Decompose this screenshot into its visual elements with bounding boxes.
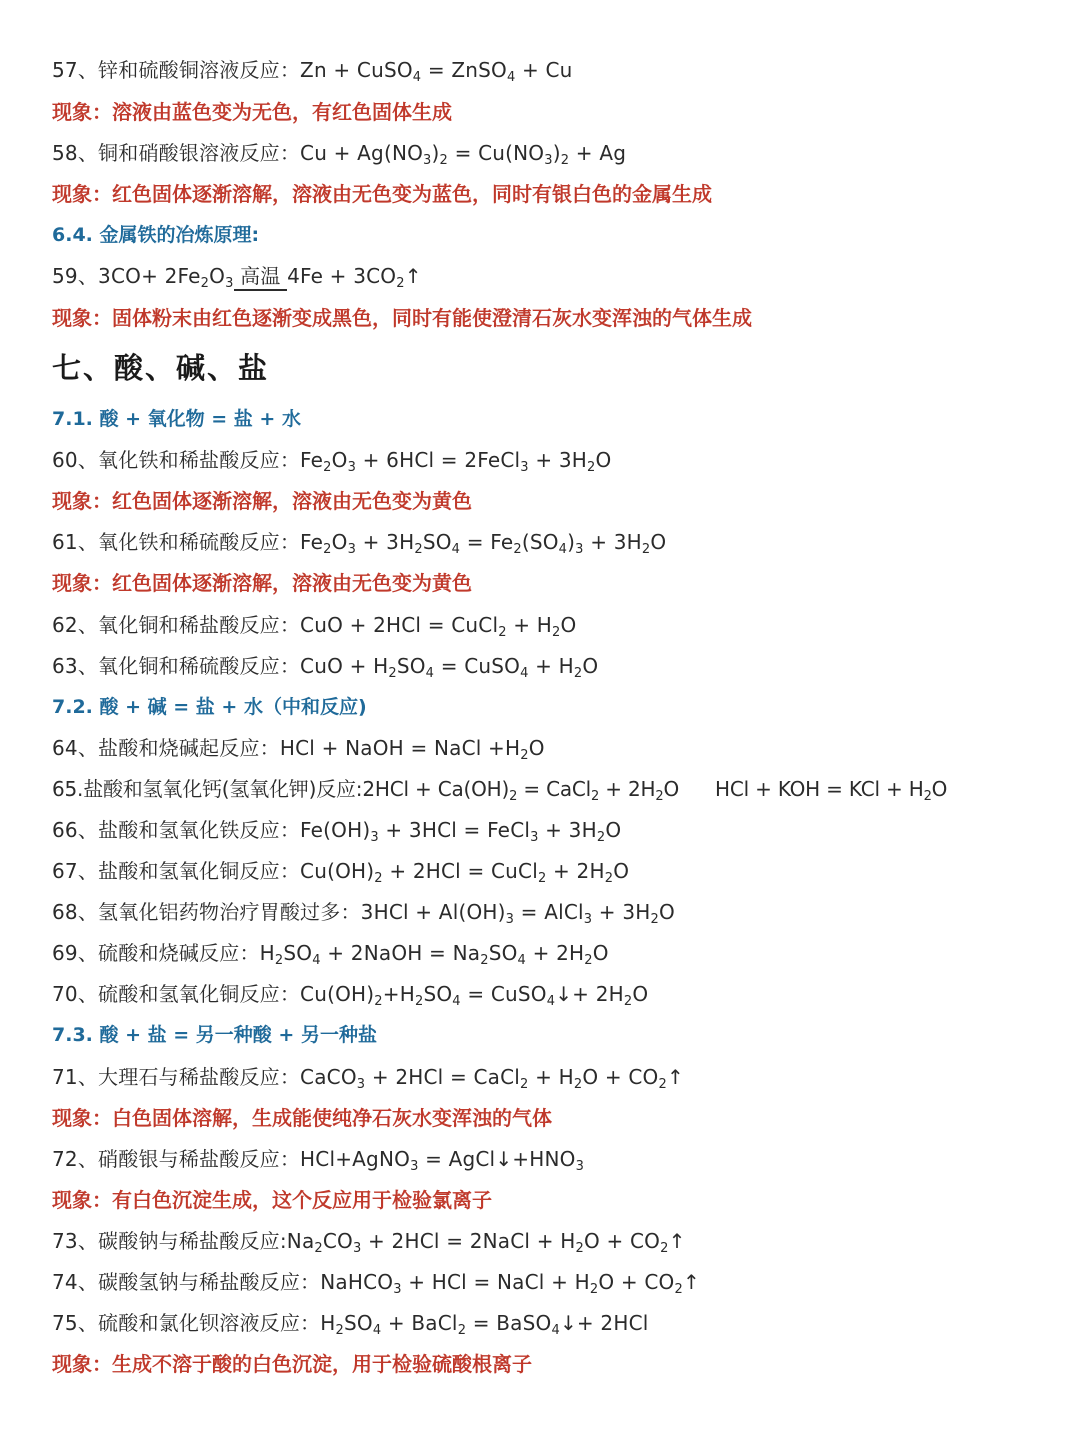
equation-line — [52, 260, 422, 292]
subsection-heading: 7.1. 酸 + 氧化物 = 盐 + 水 — [52, 408, 301, 430]
phenomenon-line: 现象：红色固体逐渐溶解，溶液由无色变为黄色 — [52, 571, 472, 595]
phenomenon-line: 现象：有白色沉淀生成，这个反应用于检验氯离子 — [52, 1188, 492, 1212]
equation-line: 64、盐酸和烧碱起反应：HCl + NaOH = NaCl $+H_2O$ — [52, 736, 545, 763]
equation-line: 61、氧化铁和稀硫酸反应：$Fe_2O_3 + 3H_2SO_4 = Fe_2(SO_4)_3 + 3H_2O$ — [52, 530, 667, 557]
equation-line: 67、盐酸和氢氧化铜反应：$Cu(OH)_2 + 2HCl$ = CuCl$_2$ + $2H_2O$ — [52, 859, 630, 886]
equation-line: 69、硫酸和烧碱反应：$H_2SO_4$ + 2NaOH = $Na_2SO_4 + 2H_2O$ — [52, 941, 609, 968]
phenomenon-line: 现象：白色固体溶解，生成能使纯净石灰水变浑浊的气体 — [52, 1106, 552, 1130]
subsection-heading: 7.3. 酸 + 盐 = 另一种酸 + 另一种盐 — [52, 1024, 377, 1046]
equation-line: 75、硫酸和氯化钡溶液反应：$H_2SO_4$ + BaCl$_2$ = BaSO$_4$↓+ 2HCl — [52, 1311, 649, 1338]
equation-line: 74、碳酸氢钠与稀盐酸反应：NaHCO$_3$ + HCl = NaCl + $H_2O$ + $CO_2↑$ — [52, 1270, 700, 1297]
equation-products: $4Fe + 3CO_2↑$ — [287, 264, 422, 291]
equation-line: 70、硫酸和氢氧化铜反应：$Cu(OH)_2+H_2SO_4$ = CuSO$_4$↓+ $2H_2O$ — [52, 982, 649, 1009]
equation-part-a: 65.盐酸和氢氧化钙(氢氧化钾)反应:2HCl + $Ca(OH)_2$ = CaCl$_2$ + $2H_2O$ — [52, 777, 679, 804]
phenomenon-line: 现象：固体粉末由红色逐渐变成黑色，同时有能使澄清石灰水变浑浊的气体生成 — [52, 306, 752, 330]
equation-line: 58、铜和硝酸银溶液反应：$Cu + Ag(NO_3)_2 = Cu(NO_3)_2 + Ag$ — [52, 141, 627, 168]
section-heading: 七、酸、碱、盐 — [52, 351, 270, 385]
equation-line: 60、氧化铁和稀盐酸反应：$Fe_2O_3 + 6HCl$ = 2FeCl$_3$ + $3H_2O$ — [52, 448, 612, 475]
equation-line — [52, 773, 947, 805]
phenomenon-line: 现象：生成不溶于酸的白色沉淀，用于检验硫酸根离子 — [52, 1352, 532, 1376]
equation-part-b: HCl + KOH = KCl + $H_2O$ — [714, 777, 948, 804]
equation-reactants: 59、$3CO+ 2Fe_2O_3$ — [52, 264, 234, 291]
subsection-heading: 6.4. 金属铁的冶炼原理: — [52, 224, 260, 246]
reaction-condition: 高温 — [234, 264, 288, 291]
phenomenon-line: 现象：红色固体逐渐溶解，溶液由无色变为蓝色，同时有银白色的金属生成 — [52, 182, 712, 206]
subsection-heading: 7.2. 酸 + 碱 = 盐 + 水（中和反应) — [52, 696, 367, 718]
phenomenon-line: 现象：红色固体逐渐溶解，溶液由无色变为黄色 — [52, 489, 472, 513]
equation-line: 71、大理石与稀盐酸反应：CaCO$_3$ + 2HCl = CaCl$_2$ + $H_2O$ + $CO_2↑$ — [52, 1065, 684, 1092]
equation-line: 66、盐酸和氢氧化铁反应：$Fe(OH)_3 + 3HCl$ = FeCl$_3$ + $3H_2O$ — [52, 818, 622, 845]
equation-line: 63、氧化铜和稀硫酸反应：CuO + $H_2SO_4$ = CuSO$_4$ + $H_2O$ — [52, 654, 599, 681]
equation-line: 73、碳酸钠与稀盐酸反应$:Na_2CO_3 + 2HCl$ = 2NaCl + $H_2O$ + $CO_2↑$ — [52, 1229, 686, 1256]
equation-line: 72、硝酸银与稀盐酸反应：HCl+AgNO$_3$ = $AgCl↓+HNO_3$ — [52, 1147, 585, 1174]
equation-line: 57、锌和硫酸铜溶液反应：Zn + CuSO$_4$ = ZnSO$_4$ + Cu — [52, 58, 573, 85]
equation-line: 68、氢氧化铝药物治疗胃酸过多：$3HCl + Al(OH)_3$ = AlCl$_3$ + $3H_2O$ — [52, 900, 675, 927]
phenomenon-line: 现象：溶液由蓝色变为无色，有红色固体生成 — [52, 100, 452, 124]
equation-line: 62、氧化铜和稀盐酸反应：CuO + 2HCl = CuCl$_2$ + $H_2O$ — [52, 613, 577, 640]
